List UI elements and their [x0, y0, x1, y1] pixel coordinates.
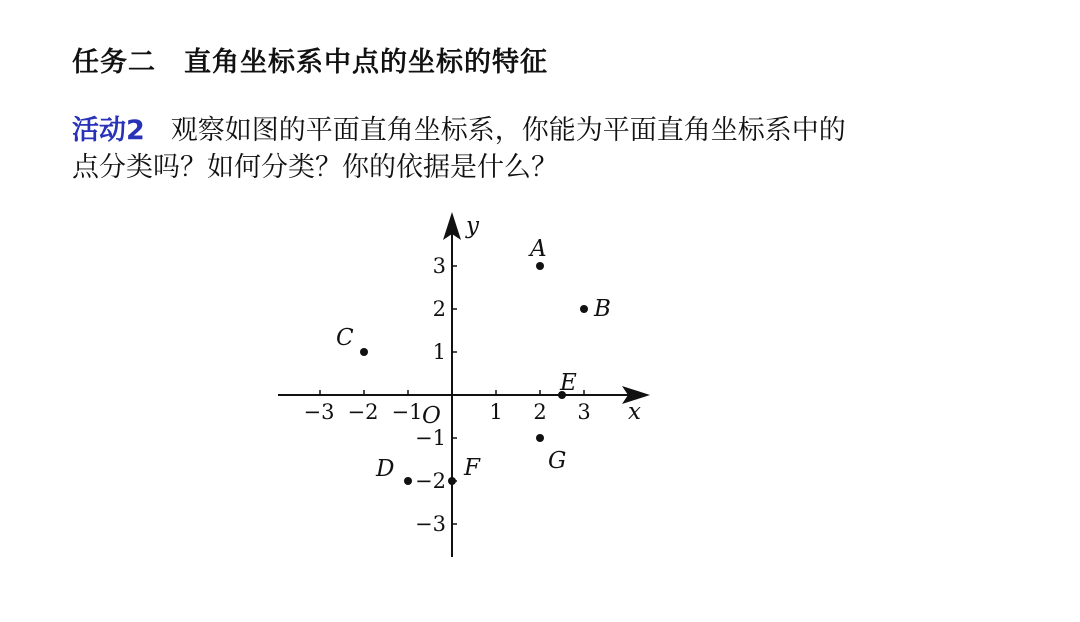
point-e-label: E: [560, 370, 577, 396]
point-f-label: F: [464, 455, 480, 481]
point-b-label: B: [594, 296, 611, 322]
x-tick-label: 3: [577, 400, 591, 424]
activity-label: 活动2: [72, 115, 145, 146]
point-b-dot: [580, 305, 588, 313]
point-a-label: A: [530, 236, 547, 262]
task-heading: 任务二 直角坐标系中点的坐标的特征: [72, 47, 548, 78]
point-f-dot: [448, 477, 456, 485]
y-tick-label: −1: [415, 426, 446, 450]
point-d-label: D: [376, 456, 395, 482]
y-tick-label: −2: [415, 469, 446, 493]
x-tick-label: −2: [347, 400, 379, 424]
point-g-label: G: [548, 448, 567, 474]
y-tick-label: −3: [415, 512, 446, 536]
y-tick-label: 3: [432, 254, 446, 278]
x-axis-label: x: [628, 399, 641, 425]
y-axis-label: y: [466, 213, 479, 239]
y-tick-label: 1: [432, 340, 446, 364]
axes: [278, 212, 650, 557]
points: [336, 236, 611, 485]
point-g-dot: [536, 434, 544, 442]
origin-label: O: [422, 403, 441, 429]
point-a-dot: [536, 262, 544, 270]
point-c-label: C: [336, 325, 354, 351]
x-tick-label: 2: [533, 400, 547, 424]
activity-question-line2: 点分类吗？如何分类？你的依据是什么？: [72, 152, 558, 183]
activity-question-line1: 观察如图的平面直角坐标系，你能为平面直角坐标系中的: [170, 115, 846, 146]
y-tick-label: 2: [432, 297, 446, 321]
x-tick-label: −1: [391, 400, 423, 424]
point-d-dot: [404, 477, 412, 485]
x-tick-label: 1: [489, 400, 503, 424]
x-tick-label: −3: [303, 400, 335, 424]
point-c-dot: [360, 348, 368, 356]
